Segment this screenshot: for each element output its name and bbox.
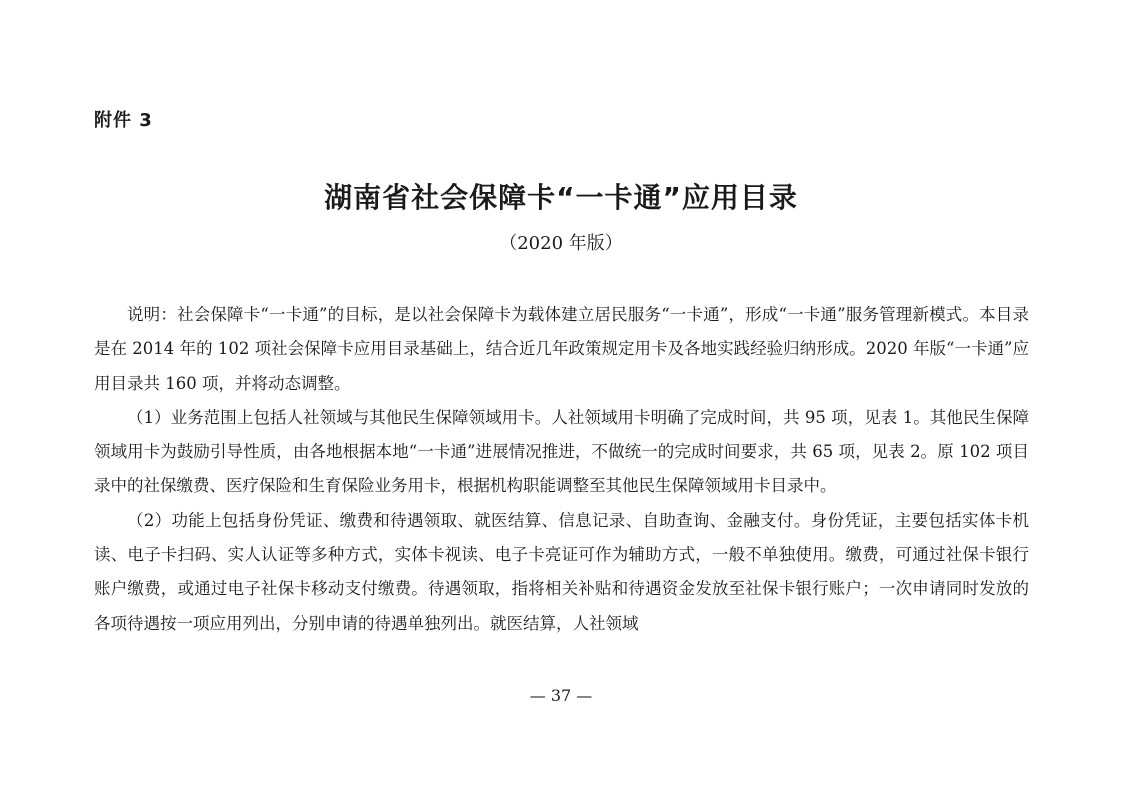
attachment-label: 附件 3 [94, 110, 153, 131]
page-number: — 37 — [529, 686, 593, 705]
paragraph-scope: （1）业务范围上包括人社领域与其他民生保障领域用卡。人社领域用卡明确了完成时间，共 95 项，见表 1。其他民生保障领域用卡为鼓励引导性质，由各地根据本地“一卡通”进展情况推进，不做统一的完成时间要求，共 65 项，见表 2。原 102 项目录中的社保缴费、医疗保险和生育保险业务用卡，根据机构职能调整至其他民生保障领域用卡目录中。 [94, 407, 1029, 496]
document-body [94, 298, 1029, 641]
paragraph-functions: （2）功能上包括身份凭证、缴费和待遇领取、就医结算、信息记录、自助查询、金融支付。身份凭证，主要包括实体卡机读、电子卡扫码、实人认证等多种方式，实体卡视读、电子卡亮证可作为辅助方式，一般不单独使用。缴费，可通过社保卡银行账户缴费，或通过电子社保卡移动支付缴费。待遇领取，指将相关补贴和待遇资金发放至社保卡银行账户；一次申请同时发放的各项待遇按一项应用列出，分别申请的待遇单独列出。就医结算，人社领域 [94, 510, 1029, 633]
paragraph-intro: 说明：社会保障卡“一卡通”的目标，是以社会保障卡为载体建立居民服务“一卡通”，形成“一卡通”服务管理新模式。本目录是在 2014 年的 102 项社会保障卡应用目录基础上，结合近几年政策规定用卡及各地实践经验归纳形成。2020 年版“一卡通”应用目录共 160 项，并将动态调整。 [94, 305, 1029, 393]
document-edition: （2020 年版） [499, 233, 623, 254]
document-title: 湖南省社会保障卡“一卡通”应用目录 [324, 181, 798, 214]
